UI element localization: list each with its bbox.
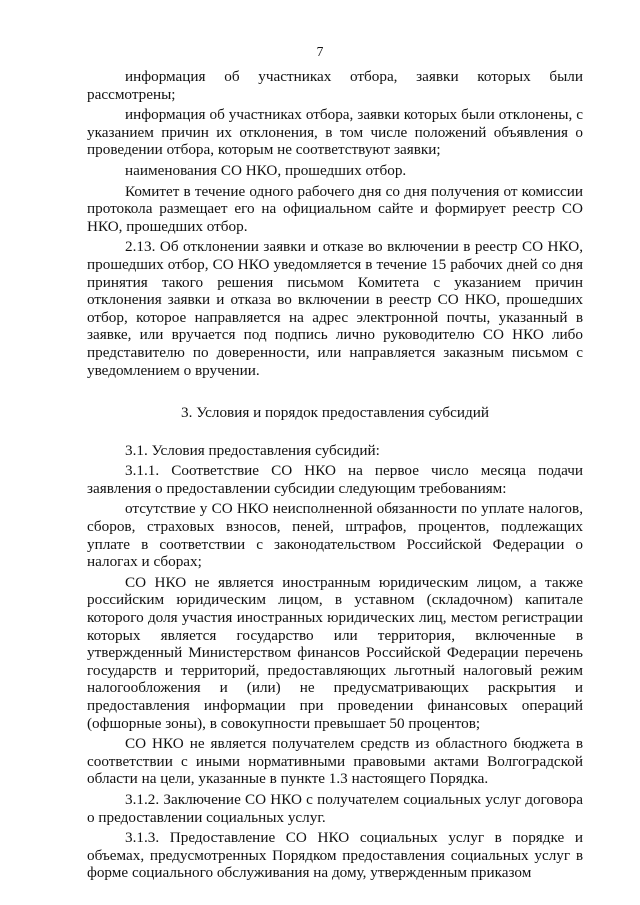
paragraph: СО НКО не является иностранным юридическим лицом, а также российским юридическим лицом, в уставном (складочном) капитале которого доля участия иностранных юридических лиц, местом регистрации которых является государство или территория, включенные в утвержденный Министерством финансов Российской Федерации перечень государств и территорий, предоставляющих льготный налоговый режим налогообложения и (или) не предусматривающих раскрытия и предоставления информации при проведении финансовых операций (офшорные зоны), в совокупности превышает 50 процентов; [87, 573, 583, 732]
paragraph: отсутствие у СО НКО неисполненной обязанности по уплате налогов, сборов, страховых взносов, пеней, штрафов, процентов, подлежащих уплате в соответствии с законодательством Российской Федерации о налогах и сборах; [87, 500, 583, 571]
paragraph: Комитет в течение одного рабочего дня со дня получения от комиссии протокола размещает его на официальном сайте и формирует реестр СО НКО, прошедших отбор. [87, 182, 583, 235]
paragraph: СО НКО не является получателем средств из областного бюджета в соответствии с иными нормативными правовыми актами Волгоградской области на цели, указанные в пункте 1.3 настоящего Порядка. [87, 735, 583, 788]
paragraph: информация об участниках отбора, заявки которых были отклонены, с указанием причин их отклонения, в том числе положений объявления о проведении отбора, которым не соответствуют заявки; [87, 106, 583, 159]
document-body [87, 68, 583, 882]
page-number: 7 [316, 44, 324, 59]
paragraph: 3.1.2. Заключение СО НКО с получателем социальных услуг договора о предоставлении социальных услуг. [87, 790, 583, 826]
paragraph: 3.1.1. Соответствие СО НКО на первое число месяца подачи заявления о предоставлении субсидии следующим требованиям: [87, 462, 583, 497]
section-heading: 3. Условия и порядок предоставления субсидий [181, 404, 489, 422]
paragraph: 2.13. Об отклонении заявки и отказе во включении в реестр СО НКО, прошедших отбор, СО НКО уведомляется в течение 15 рабочих дней со дня принятия такого решения письмом Комитета с указанием причин отклонения заявки и отказа во включении в реестр СО НКО, прошедших отбор, которое направляется на адрес электронной почты, указанный в заявке, или вручается под подпись лично руководителю СО НКО либо представителю по доверенности, или направляется заказным письмом с уведомлением о вручении. [87, 238, 583, 379]
paragraph: информация об участниках отбора, заявки которых были рассмотрены; [87, 68, 583, 103]
paragraph: 3.1. Условия предоставления субсидий: [125, 441, 380, 459]
paragraph: наименования СО НКО, прошедших отбор. [125, 161, 407, 179]
paragraph: 3.1.3. Предоставление СО НКО социальных услуг в порядке и объемах, предусмотренных Порядком предоставления социальных услуг в форме социального обслуживания на дому, утвержденным приказом [87, 829, 583, 882]
